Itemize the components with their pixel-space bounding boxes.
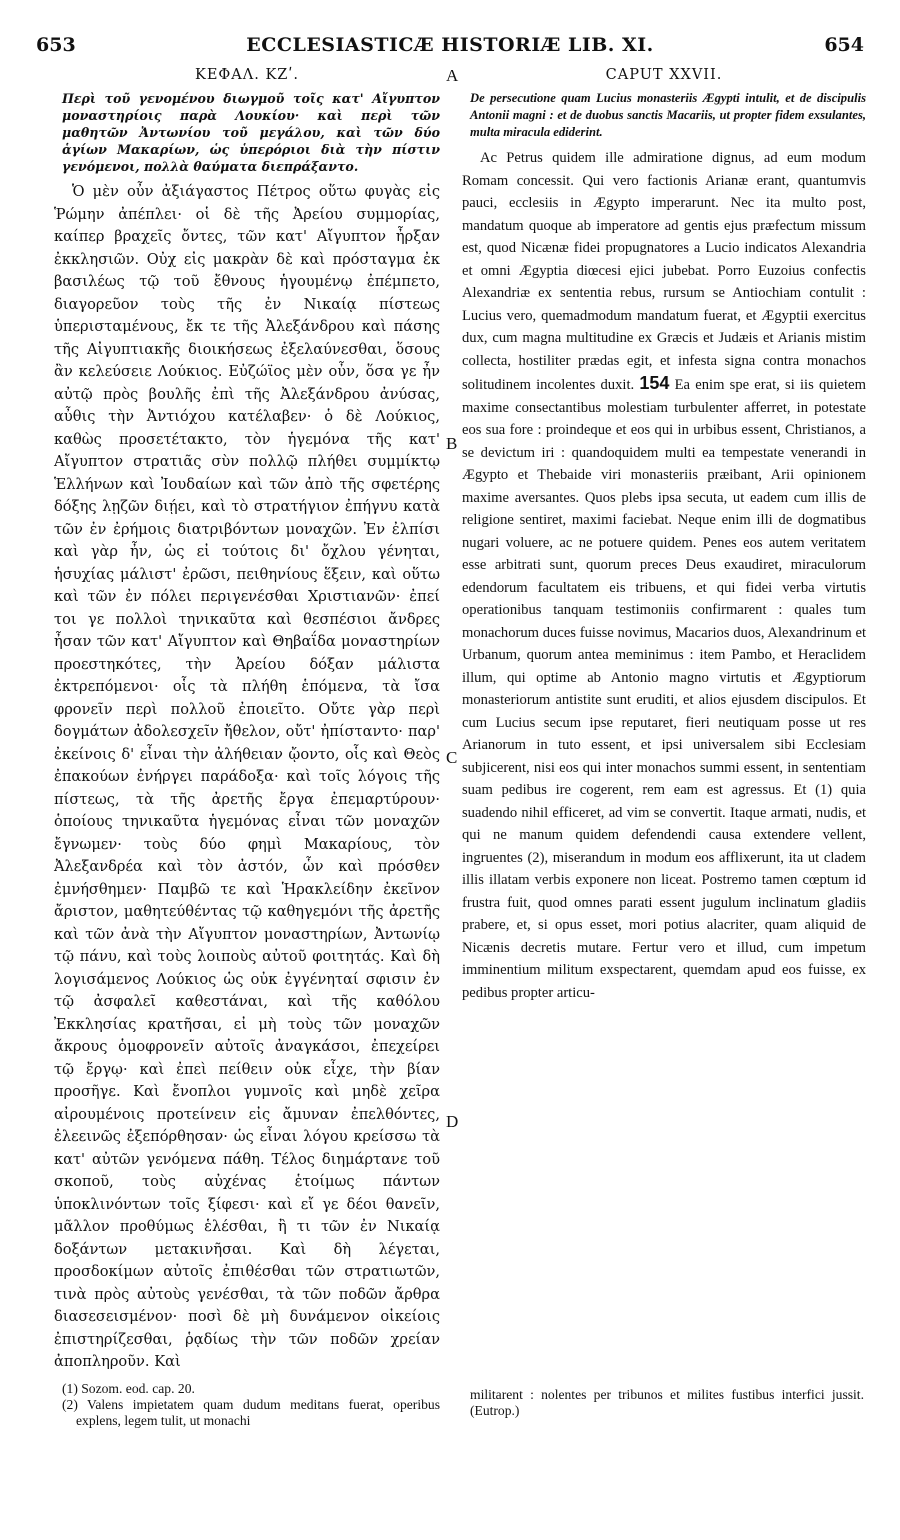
greek-body-text: Ὁ μὲν οὖν ἀξιάγαστος Πέτρος οὕτω φυγὰς εἰς Ῥώμην ἀπέπλει· οἱ δὲ τῆς Ἀρείου συμμορίας, καίπερ βραχεῖς ὄντες, τῶν κατ' Αἴγυπτον ἦρξαν ἐκκλησιῶν. Οὐχ εἰς μακρὰν δὲ καὶ πρόσταγμα ἐκ βασιλέως τῷ τοῦ ἔθνους ἡγουμένῳ ἐπέμπετο, διαγορεῦον τοὺς τῆς ἐν Νικαίᾳ πίστεως ὑπερισταμένους, ἔκ τε τῆς Ἀλεξάνδρου καὶ πάσης τῆς Αἰγυπτιακῆς διοικήσεως ἐξελαύνεσθαι, ὅσους ἂν κελεύσειε Λούκιος. Εὐζώϊος μὲν οὖν, ὅσα γε ἦν αὐτῷ πρὸς βουλῆς ἐπὶ τῆς Ἀλεξάνδρου ἀνύσας, αὖθις τὴν Ἀντιόχου κατέλαβεν· ὁ δὲ Λούκιος, καθὼς προσετέτακτο, τὸν ἡγεμόνα τῆς κατ' Αἴγυπτον στρατιᾶς σὺν πολλῷ πλήθει συμμίκτῳ Ἑλλήνων καὶ Ἰουδαίων καὶ τῶν ἀπὸ τῆς σφετέρης δόξης λῃζῶν διῄει, καὶ τὸ στρατήγιον ἐπήγνυ κατὰ τῶν ἐν ἐρήμοις διατριβόντων μοναχῶν. Ἐν ἐλπίσι καὶ γὰρ ἦν, ὡς εἰ τούτοις δι' ὄχλου γένηται, ἡσυχίας μάλιστ' ἐρῶσι, πειθηνίους ἕξειν, καὶ οὕτω καὶ τῶν ἐν πόλει περιγενέσθαι Χριστιανῶν· ἐπεί τοι γε πολλοὶ τηνικαῦτα καὶ θεσπέσιοι ἄνδρες ἦσαν τῶν κατ' Αἴγυπτον καὶ Θηβαΐδα μοναστηρίων προεστηκότες, τὴν Ἀρείου δόξαν μάλιστα ἐκτρεπόμενοι· οἷς τὰ πλήθη ἑπόμενα, τὰ ἴσα φρονεῖν περὶ πολλοῦ ἐποιεῖτο. Οὔτε γὰρ περὶ δογμάτων ἀδολεσχεῖν ἤθελον, οὔτ' ἠπίσταντο· παρ' ἐκείνοις δ' εἶναι τὴν ἀλήθειαν ᾤοντο, οἷς καὶ Θεὸς ἐπακούων ἐνήργει παράδοξα· καὶ τοῖς λόγοις τῆς πίστεως, τὰ τῆς ἀρετῆς ἔργα ἐπεμαρτύρουν· ὁποίους τηνικαῦτα ἡγεμόνας εἶναι τῶν μοναχῶν ἔγνωμεν· τοὺς δύο φημὶ Μακαρίους, τὸν Ἀλεξανδρέα καὶ τὸν ἀστόν, ὧν καὶ πρόσθεν ἐμνήσθημεν· Παμβῶ τε καὶ Ἡρακλείδην ἐκεῖνον ἄριστον, μαθητεύθέντας τῷ καθηγεμόνι τῆς ἀρετῆς καὶ τῶν ἀνὰ τὴν Αἴγυπτον μοναστηρίων, Ἀντωνίῳ τῷ πάνυ, καὶ τοὺς λοιποὺς αὐτοῦ φοιτητάς. Καὶ δὴ λογισάμενος Λούκιος ὡς οὐκ ἐγγένηταί σφισιν ἐν τῷ ἀσφαλεῖ καθεστάναι, καὶ τῆς καθόλου Ἐκκλησίας κρατῆσαι, εἰ μὴ τοὺς τῶν μοναχῶν ἄκρους ὁμοφρονεῖν αὐτοῖς ἀναγκάσοι, ἐπεχείρει τῷ ἔργῳ· καὶ ἐπεὶ πείθειν οὐκ εἶχε, τὴν βίαν προσῆγε. Καὶ ἔνοπλοι γυμνοῖς καὶ μηδὲ χεῖρα αἰρουμένοις προτείνειν εἰς ἄμυναν ἐπελθόντες, ἐλεεινῶς ἐξεπόρθησαν· ὡς εἶναι λόγου κρείσσω τὰ κατ' αὐτῶν γενόμενα πάθη. Τέλος διημάρτανε τοῦ σκοποῦ, τοὺς αὐχένας ἑτοίμως πάντων ὑποκλινόντων τοῖς ξίφεσι· καὶ εἴ γε δέοι θανεῖν, μᾶλλον προθύμως ἑλέσθαι, ἢ τι τῶν ἐν Νικαίᾳ δοξάντων μετακινῆσαι. Καὶ δὴ λέγεται, προσδοκίμων αὐτοῖς ἐπιθέσθαι τῶν στρατιωτῶν, τινὰ πρὸς αὐτοὺς γενέσθαι, τὰ τῶν ποδῶν ἄρθρα διασεσεισμένον· ποσὶ δὲ μὴ δυνάμενον οἰκείοις ἐπιστηρίζεσθαι, ῥᾳδίως τὴν τῶν ποδῶν χρείαν ἀποπληροῦν. Καὶ — [54, 183, 440, 1370]
latin-body-text — [462, 147, 866, 1004]
margin-letter-b: B — [446, 434, 458, 453]
page-number-left: 653 — [36, 34, 76, 56]
column-marker-number: 154 — [639, 373, 670, 393]
footnote-continuation-block — [470, 1387, 864, 1419]
margin-letter-a: A — [446, 66, 459, 85]
running-header — [36, 34, 864, 58]
latin-text-part-1: Ac Petrus quidem ille admiratione dignus, ad eum modum Romam concessit. Qui vero factionis Arianæ erant, quantumvis pauci, ecclesiis in Ægypto imperarunt. Nec ita multo post, mandatum quoque ab imperatore ad gentis ejus præfectum missum est, quod Nicænæ fidei propugnatores a Lucio indicatos Alexandria et omni Ægyptia diœcesi ejici jubebat. Porro Euzoius confectis Alexandriæ ex sententia rebus, rursum se Antiochiam contulit : Lucius vero, quemadmodum mandatum fuerat, et Ægyptii exercitus dux, cum magna multitudine ex Græcis et Judæis et Arianis mistim collecta, hostiliter prædas egit, et infesta signa contra monachos solitudinem incolentes duxit. — [462, 150, 866, 393]
greek-column — [54, 64, 440, 1370]
page-number-right: 654 — [824, 34, 864, 56]
footnote-2: (2) Valens impietatem quam dudum meditans fuerat, operibus explens, legem tulit, ut monachi — [62, 1397, 440, 1428]
margin-letter-c: C — [446, 748, 458, 767]
greek-chapter-summary: Περὶ τοῦ γενομένου διωγμοῦ τοῖς κατ' Αἴγυπτον μοναστηρίοις παρὰ Λουκίου· καὶ περὶ τῶν μαθητῶν Ἀντωνίου τοῦ μεγάλου, καὶ τῶν δύο ἁγίων Μακαρίων, ὡς ὑπερόριοι διὰ τὴν πίστιν γενόμενοι, πολλὰ θαύματα διεπράξαντο. — [62, 91, 440, 174]
latin-chapter-heading: CAPUT XXVII. — [605, 67, 723, 83]
footnotes — [54, 1381, 440, 1429]
greek-chapter-heading: ΚΕΦΑΛ. ΚΖʹ. — [194, 67, 300, 83]
margin-letter-d: D — [446, 1112, 459, 1131]
latin-text-part-2: Ea enim spe erat, si iis quietem maxime consectantibus molestiam turbulenter afferret, in potestate eos sua fore : proindeque et eos qui in urbibus essent, Christianos, a se devictum iri : quandoquidem multi ea tempestate venerandi in Ægypto et Thebaide viri monasteriis præibant, Arii opinionem maxime aversantes. Quos plebs ipsa secuta, ut eadem cum illis de religione sentiret, maximi faciebat. Neque enim illi de dogmatibus nugari voluere, ac ne potuere quidem. Penes eos autem veritatem esse arbitrati sunt, quorum preces Deus exaudiret, miraculorum edendorum facultatem eis tribuens, et qui fidei verba virtutis operationibus tanquam testimoniis confirmarent : quales tum monachorum duces fuisse novimus, Macarios duos, Alexandrinum et Urbanum, quorum antea meminimus : item Pambo, et Heraclidem illum, qui optime ab Antonio magno virtutis et Ægyptiorum monasteriorum antistite sunt eruditi, et alios ejusdem discipulos. Et cum Lucius secum ipse reputaret, fieri neutiquam posse ut res Arianorum in tuto essent, et ipsi universalem sibi Ecclesiam subjicerent, nisi eos qui inter monachos summi essent, in sententiam suam pedibus ire cogerent, rem eam est agressus. Et (1) quia suadendo nihil efficeret, ad vim se convertit. Itaque armati, nudis, et qui ne manum quidem defendendi causa extendere vellent, ingruentes (2), miserandum in modum eos afflixerunt, ita ut cladem illis illatam verbis exponere non liceat. Postremo tamen cœptum id frustra fuit, quod omnes parati essent jugulum inclinatum gladiis prabere, et, si opus esset, mori potius alacriter, quam aliquid de Nicænis decretis mutare. Fertur vero et illud, cum impetum imminentium militum exspectarent, quemdam apud eos fuisse, ex pedibus propter articu- — [462, 377, 866, 1001]
latin-chapter-summary: De persecutione quam Lucius monasteriis Ægypti intulit, et de discipulis Antonii magni : et de duobus sanctis Macariis, ut propter fidem exsulantes, multa miracula ediderint. — [470, 91, 866, 139]
latin-column — [462, 64, 866, 1339]
footnote-continuation: militarent : nolentes per tribunos et milites fustibus interfici jussit. (Eutrop.) — [470, 1387, 864, 1418]
footnote-1: (1) Sozom. eod. cap. 20. — [62, 1381, 195, 1396]
running-title: ECCLESIASTICÆ HISTORIÆ LIB. XI. — [246, 34, 654, 56]
